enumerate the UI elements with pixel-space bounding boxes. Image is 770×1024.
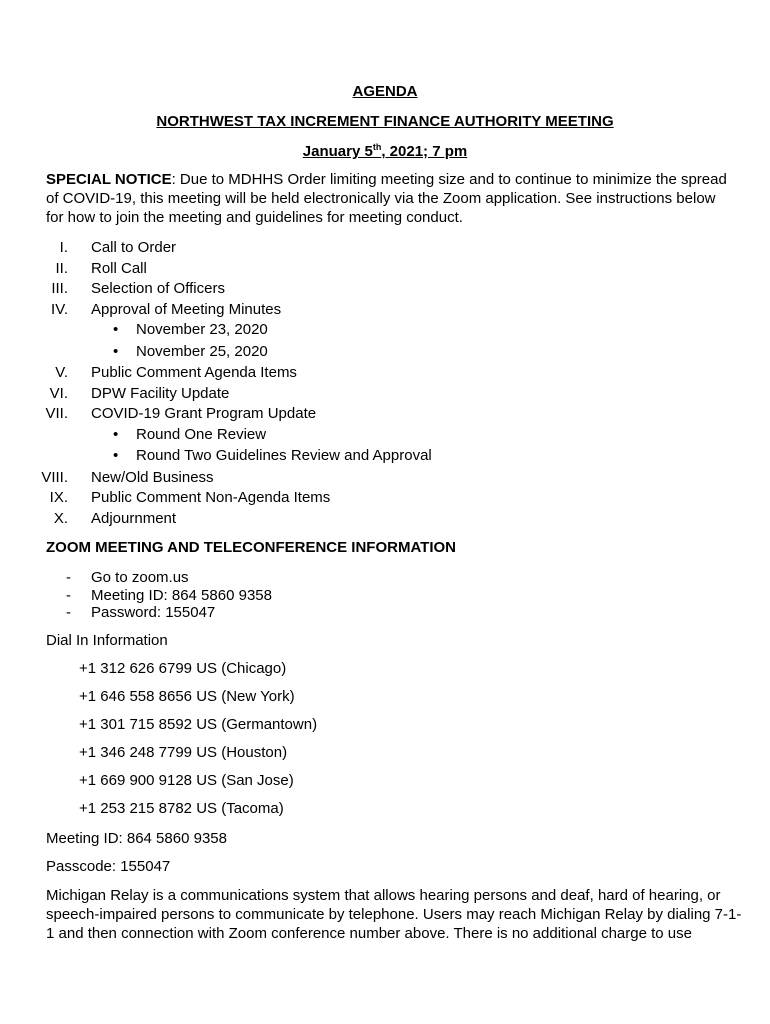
zoom-info-label: Meeting ID: 864 5860 9358 — [91, 586, 272, 604]
agenda-item-number: VII. — [45, 405, 68, 422]
zoom-info-item — [0, 603, 770, 621]
zoom-info-list — [0, 568, 770, 621]
agenda-item-label: New/Old Business — [91, 468, 214, 486]
dial-in-meeting-id: Meeting ID: 864 5860 9358 — [46, 830, 227, 847]
zoom-info-item — [0, 568, 770, 586]
date-prefix: January 5 — [302, 143, 373, 160]
agenda-subitem — [0, 342, 770, 364]
agenda-item-label: Call to Order — [91, 239, 177, 256]
agenda-item-label: Selection of Officers — [91, 280, 225, 297]
agenda-title: AGENDA — [352, 83, 418, 100]
special-notice-text: : Due to MDHHS Order limiting meeting size and to continue to minimize the spread of COVID-19, this meeting will be held electronically via the Zoom application. See instructions below for how to join the meeting and guidelines for meeting conduct. — [46, 171, 727, 226]
agenda-subitem-label: Round Two Guidelines Review and Approval — [136, 447, 432, 464]
bullet-icon: • — [113, 425, 119, 443]
agenda-subitem — [0, 425, 770, 447]
dash-icon: - — [66, 586, 71, 604]
agenda-item-label: Adjournment — [91, 509, 177, 527]
agenda-item-number: X. — [53, 509, 68, 527]
agenda-item — [0, 468, 770, 489]
agenda-item-number: I. — [59, 239, 68, 256]
meeting-subtitle: NORTHWEST TAX INCREMENT FINANCE AUTHORITY MEETING — [156, 113, 614, 130]
agenda-item — [0, 259, 770, 280]
agenda-item — [0, 509, 770, 530]
agenda-item — [0, 238, 770, 259]
zoom-info-item — [0, 586, 770, 604]
agenda-subitem-label: November 23, 2020 — [136, 321, 268, 338]
agenda-item — [0, 300, 770, 321]
agenda-item-label: Public Comment Agenda Items — [91, 364, 297, 381]
meeting-date — [0, 142, 770, 161]
agenda-item-number: II. — [55, 259, 68, 277]
agenda-item — [0, 363, 770, 384]
dial-in-number: +1 253 215 8782 US (Tacoma) — [79, 800, 284, 817]
agenda-subitem-label: Round One Review — [136, 425, 267, 443]
agenda-item-label: COVID-19 Grant Program Update — [91, 405, 317, 422]
agenda-item-number: VI. — [49, 384, 68, 402]
agenda-item-number: VIII. — [41, 468, 68, 486]
agenda-item — [0, 488, 770, 509]
dial-in-passcode: Passcode: 155047 — [46, 858, 171, 875]
bullet-icon: • — [113, 447, 119, 464]
agenda-list — [0, 238, 770, 529]
agenda-item-label: Approval of Meeting Minutes — [91, 300, 282, 318]
dial-in-number: +1 312 626 6799 US (Chicago) — [79, 660, 287, 677]
agenda-item-number: IV. — [51, 300, 68, 318]
dial-in-heading: Dial In Information — [46, 632, 168, 649]
dial-in-number: +1 301 715 8592 US (Germantown) — [79, 716, 318, 733]
zoom-info-label: Password: 155047 — [91, 604, 216, 621]
special-notice-label: SPECIAL NOTICE — [46, 171, 172, 188]
agenda-item-number: IX. — [49, 489, 68, 506]
bullet-icon: • — [113, 342, 119, 360]
agenda-subitem-label: November 25, 2020 — [136, 342, 268, 360]
agenda-subitem — [0, 320, 770, 342]
zoom-info-label: Go to zoom.us — [91, 569, 189, 586]
date-superscript: th — [372, 142, 382, 152]
agenda-item-label: Public Comment Non-Agenda Items — [91, 489, 331, 506]
agenda-item — [0, 404, 770, 425]
dial-in-number-list — [79, 659, 317, 827]
dash-icon: - — [66, 604, 71, 621]
agenda-item-number: V. — [55, 364, 68, 381]
special-notice — [46, 170, 736, 227]
agenda-subitem — [0, 446, 770, 468]
dial-in-number: +1 646 558 8656 US (New York) — [79, 688, 295, 705]
zoom-info-heading: ZOOM MEETING AND TELECONFERENCE INFORMATION — [46, 539, 456, 556]
dash-icon: - — [66, 569, 71, 586]
bullet-icon: • — [113, 321, 119, 338]
agenda-item — [0, 384, 770, 405]
dial-in-number: +1 669 900 9128 US (San Jose) — [79, 772, 294, 789]
michigan-relay-paragraph: Michigan Relay is a communications system that allows hearing persons and deaf, hard of hearing, or speech-impaired persons to communicate by telephone. Users may reach Michigan Relay by dialing 7-1-1 and then connection with Zoom conference number above. There is no additional charge to use — [46, 887, 742, 942]
agenda-item-label: DPW Facility Update — [91, 384, 230, 402]
date-suffix: , 2021; 7 pm — [381, 143, 468, 160]
agenda-item-label: Roll Call — [91, 259, 147, 277]
agenda-item — [0, 279, 770, 300]
dial-in-number: +1 346 248 7799 US (Houston) — [79, 744, 288, 761]
agenda-item-number: III. — [51, 280, 68, 297]
